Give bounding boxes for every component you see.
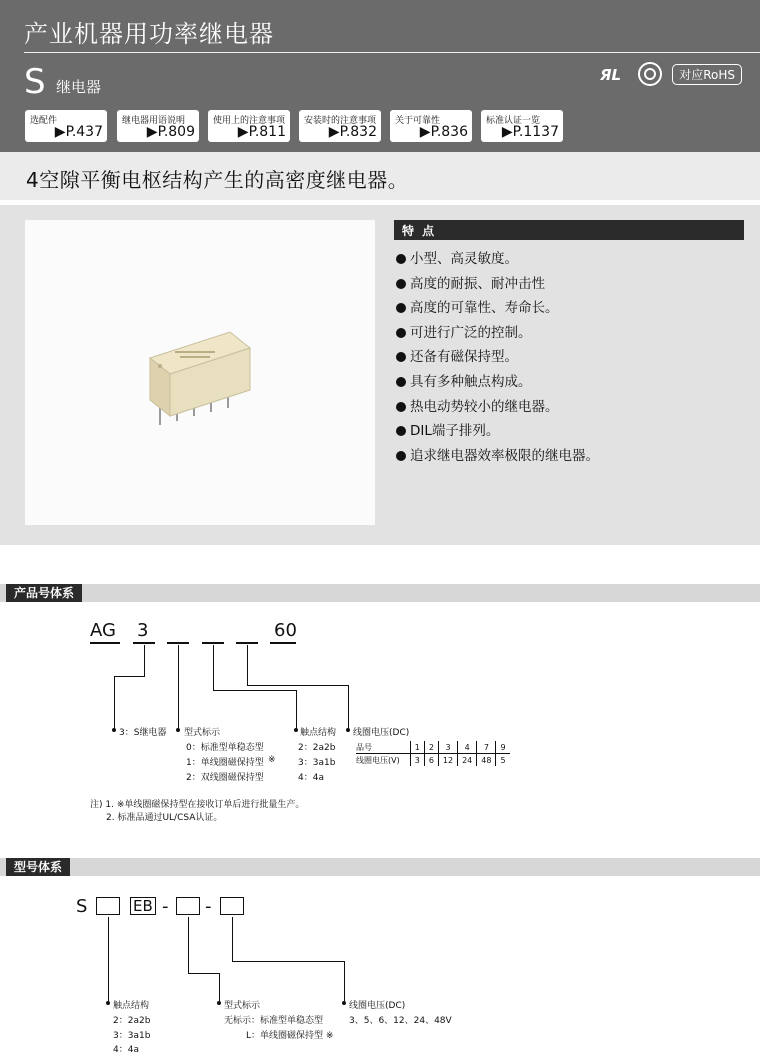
coil-title: 线圈电压(DC) [353,728,410,738]
connector-line [344,961,345,1001]
connector-line [232,917,233,961]
contact-option: 2：2a2b [298,743,336,753]
table-cell: 线圈电压(V) [356,755,400,765]
table-cell: 3 [438,741,457,754]
ref-label: 使用上的注意事项 [213,116,286,126]
code-suffix: 60 [274,620,297,641]
table-cell: 9 [496,741,510,754]
csa-mark-icon [638,62,662,86]
bullet-icon [396,426,406,436]
code-underline [133,642,155,644]
section-title-model-number: 型号体系 [6,858,70,876]
model-dash: - [162,896,169,917]
connector-line [247,645,248,685]
coil-title: 线圈电压(DC) [349,1001,406,1011]
coil-values: 3、5、6、12、24、48V [349,1016,452,1026]
ref-label: 标准认证一览 [486,116,541,126]
ref-card-standards[interactable] [481,110,563,142]
feature-item: 高度的可靠性、寿命长。 [396,296,599,321]
code-blank [236,642,258,644]
note-mark: ※ [268,755,276,765]
bullet-icon [396,254,406,264]
series-label: 3：S继电器 [119,728,167,738]
contact-option: 3：3a1b [298,758,336,768]
connector-line [247,685,348,686]
connector-line [348,685,349,729]
code-underline [270,642,296,644]
feature-item: 还备有磁保持型。 [396,345,599,370]
connector-line [188,973,219,974]
type-title: 型式标示 [224,1001,261,1011]
headline: 4空隙平衡电枢结构产生的高密度继电器。 [26,168,409,192]
table-row [356,741,510,754]
table-cell: 24 [458,754,477,767]
section-band [0,584,760,602]
ref-page[interactable]: ▶P.809 [146,124,195,140]
ref-label: 关于可靠性 [395,116,441,126]
type-option: 1：单线圈磁保持型 [186,758,264,768]
feature-item: 小型、高灵敏度。 [396,247,599,272]
relay-photo [25,220,375,525]
ref-page[interactable]: ▶P.1137 [501,124,559,140]
coil-voltage-table [356,741,510,766]
ref-label: 继电器用语说明 [122,116,186,126]
connector-line [108,917,109,1001]
contact-option: 4：4a [298,773,324,783]
connector-line [213,645,214,690]
model-blank-box [176,897,200,915]
feature-item: 高度的耐振、耐冲击性 [396,272,599,297]
ref-label: 选配件 [30,116,58,126]
bullet-icon [396,451,406,461]
table-row [356,754,510,767]
table-cell: 12 [438,754,457,767]
type-option: L：单线圈磁保持型 ※ [246,1031,334,1041]
table-cell: 6 [424,754,438,767]
series-letter: S [24,62,46,102]
bullet-icon [396,328,406,338]
connector-line [219,973,220,1001]
model-eb-box: EB [130,897,156,915]
svg-text:ЯL: ЯL [600,66,622,84]
code-prefix: AG [90,620,116,641]
type-option: 2：双线圈磁保持型 [186,773,264,783]
table-cell: 品号 [356,741,410,754]
contact-title: 触点结构 [300,728,337,738]
bullet-icon [396,303,406,313]
ref-label: 安装时的注意事项 [304,116,377,126]
series-name: 继电器 [56,78,102,96]
features-header [394,220,744,240]
feature-item: 具有多种触点构成。 [396,370,599,395]
type-title: 型式标示 [184,728,221,738]
bullet-icon [294,728,298,732]
bullet-icon [396,377,406,387]
bullet-icon [346,728,350,732]
ref-page[interactable]: ▶P.437 [54,124,103,140]
feature-item: 热电动势较小的继电器。 [396,395,599,420]
type-option: 无标示：标准型单稳态型 [224,1016,324,1026]
ref-card-mounting-notes[interactable] [299,110,381,142]
code-blank [202,642,224,644]
model-dash: - [205,896,212,917]
ref-page[interactable]: ▶P.836 [419,124,468,140]
section-title-product-number: 产品号体系 [6,584,82,602]
feature-item: DIL端子排列。 [396,419,599,444]
bullet-icon [176,728,180,732]
certification-marks [598,63,742,85]
code-blank [167,642,189,644]
connector-line [114,676,145,677]
model-blank-box [220,897,244,915]
connector-line [296,690,297,729]
rohs-badge: 对应RoHS [672,64,742,85]
contact-option: 3：3a1b [113,1031,151,1041]
ref-card-options[interactable] [25,110,107,142]
contact-option: 4：4a [113,1045,139,1055]
table-cell: 1 [410,741,424,754]
section-band [0,858,760,876]
ref-card-reliability[interactable] [390,110,472,142]
type-option: 0：标准型单稳态型 [186,743,264,753]
table-cell: 48 [477,754,496,767]
title-divider [24,52,760,53]
connector-line [213,690,296,691]
bullet-icon [396,352,406,362]
page-title: 产业机器用功率继电器 [24,20,274,48]
bullet-icon [396,279,406,289]
note-1: 注) 1. ※单线圈磁保持型在接收订单后进行批量生产。 [90,800,305,810]
code-digit: 3 [137,620,149,641]
model-s: S [76,896,88,917]
bullet-icon [217,1001,221,1005]
ref-card-terminology[interactable] [117,110,199,142]
connector-line [144,645,145,676]
model-blank-box [96,897,120,915]
connector-line [232,961,344,962]
table-cell: 4 [458,741,477,754]
relay-image-icon [25,220,375,525]
ref-page[interactable]: ▶P.811 [237,124,286,140]
table-cell: 5 [496,754,510,767]
note-2: 2. 标准品通过UL/CSA认证。 [106,813,223,823]
feature-item: 追求继电器效率极限的继电器。 [396,444,599,469]
contact-option: 2：2a2b [113,1016,151,1026]
connector-line [114,676,115,729]
bullet-icon [396,402,406,412]
ul-mark-icon [598,64,628,84]
features-title: 特 点 [402,224,437,238]
connector-line [178,645,179,729]
table-cell: 7 [477,741,496,754]
code-underline [90,642,120,644]
ref-page[interactable]: ▶P.832 [328,124,377,140]
bullet-icon [342,1001,346,1005]
feature-item: 可进行广泛的控制。 [396,321,599,346]
bullet-icon [112,728,116,732]
contact-title: 触点结构 [113,1001,150,1011]
bullet-icon [106,1001,110,1005]
table-cell: 2 [424,741,438,754]
connector-line [188,917,189,973]
features-list [396,247,599,468]
ref-card-usage-notes[interactable] [208,110,290,142]
table-cell: 3 [410,754,424,767]
